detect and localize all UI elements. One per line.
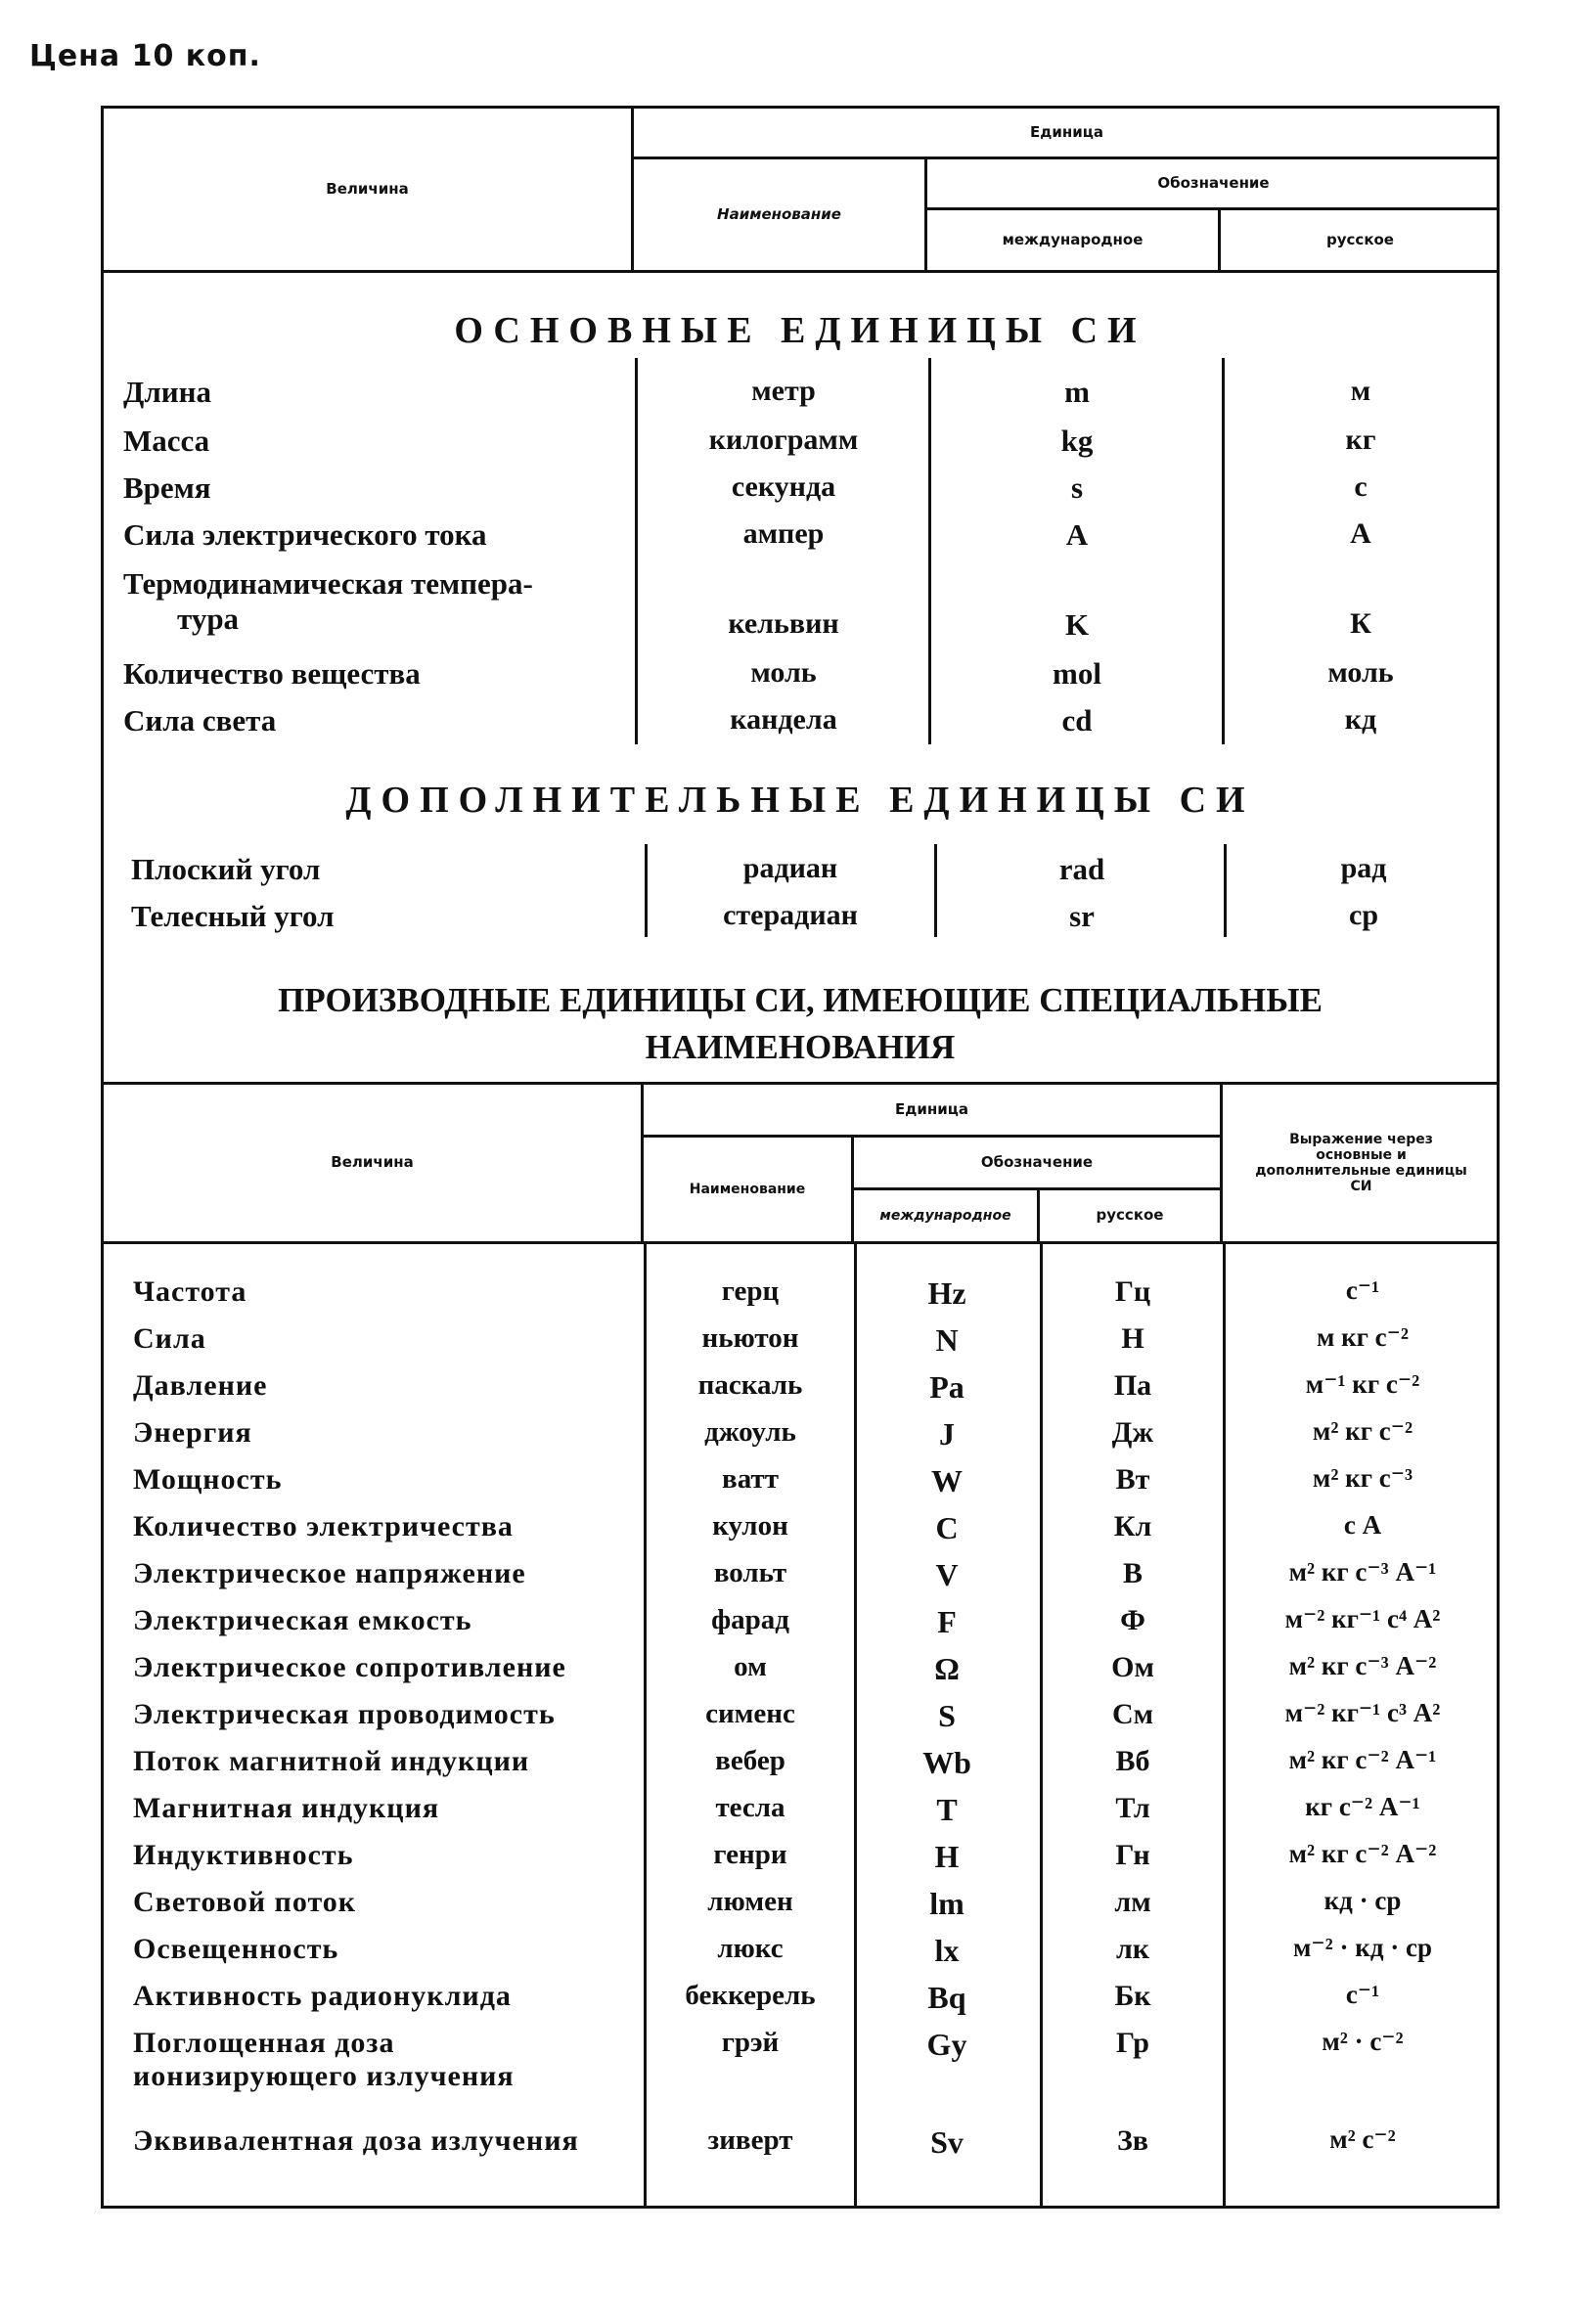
header-designation: Обозначение: [927, 159, 1500, 210]
section-title-derived-2: НАИМЕНОВАНИЯ: [645, 1028, 956, 1066]
derived-header-designation: Обозначение: [854, 1138, 1223, 1190]
price-label: Цена 10 коп.: [29, 39, 261, 73]
units-table: Величина Единица Наименование Обозначение международное русское ОСНОВНЫЕ ЕДИНИЦЫ СИ Длина метр m м Масса килограмм kg кг Время секунда s с Сила электрического тока ампер A А Термодинамическая темпера- тура кельвин K К Количество вещества моль mol моль Сила света кандела cd кд ДОПОЛНИТЕЛЬНЫЕ ЕДИНИЦЫ СИ Плоский угол радиан rad рад Телесный угол стерадиан sr ср ПРОИЗВОДНЫЕ ЕДИНИЦЫ СИ, ИМЕЮЩИЕ СПЕЦИАЛЬНЫЕ НАИМЕНОВАНИЯ Величина Единица Наименование Обозначение международное русское Выражение через основные и дополнительные единицы СИ Частота герц Hz Гц с⁻¹ Сила ньютон N Н м кг с⁻² Давление паскаль Pa Па м⁻¹ кг с⁻² Энергия джоуль J Дж м² кг с⁻² Мощность ватт W Вт м² кг с⁻³ Количество электричества кулон C Кл с А Электрическое напряжение вольт V В м² кг с⁻³ А⁻¹ Электрическая емкость фарад F Ф м⁻² кг⁻¹ с⁴ А² Электрическое сопротивление ом Ω Ом м² кг с⁻³ А⁻² Электрическая проводимость сименс S См м⁻² кг⁻¹ с³ А² Поток магнитной индукции вебер Wb Вб м² кг с⁻² А⁻¹ Магнитная индукция тесла T Тл кг с⁻² А⁻¹ Индуктивность генри H Гн м² кг с⁻² А⁻² Световой поток люмен lm лм кд · ср Освещенность люкс lx лк м⁻² · кд · ср Активность радионуклида беккерель Bq Бк с⁻¹ Поглощенная доза ионизирующего излучения грэй Gy Гр м² · с⁻² Эквивалентная доза излучения зиверт Sv Зв м² с⁻²: [101, 106, 1500, 2209]
header-international: международное: [927, 210, 1221, 273]
section-title-supplementary: ДОПОЛНИТЕЛЬНЫЕ ЕДИНИЦЫ СИ: [345, 780, 1255, 821]
derived-header-quantity: Величина: [104, 1085, 644, 1244]
header-name: Наименование: [634, 159, 927, 273]
derived-header-international: международное: [854, 1190, 1040, 1244]
section-title-base: ОСНОВНЫЕ ЕДИНИЦЫ СИ: [454, 310, 1146, 351]
section-title-derived: ПРОИЗВОДНЫЕ ЕДИНИЦЫ СИ, ИМЕЮЩИЕ СПЕЦИАЛЬНЫЕ: [278, 981, 1323, 1019]
derived-header-russian: русское: [1040, 1190, 1223, 1244]
derived-header-unit: Единица: [644, 1085, 1223, 1138]
derived-header-expression: Выражение через основные и дополнительные единицы СИ: [1223, 1085, 1500, 1244]
header-russian: русское: [1221, 210, 1500, 273]
derived-header-name: Наименование: [644, 1138, 854, 1244]
header-quantity: Величина: [104, 109, 634, 273]
header-unit: Единица: [634, 109, 1500, 159]
